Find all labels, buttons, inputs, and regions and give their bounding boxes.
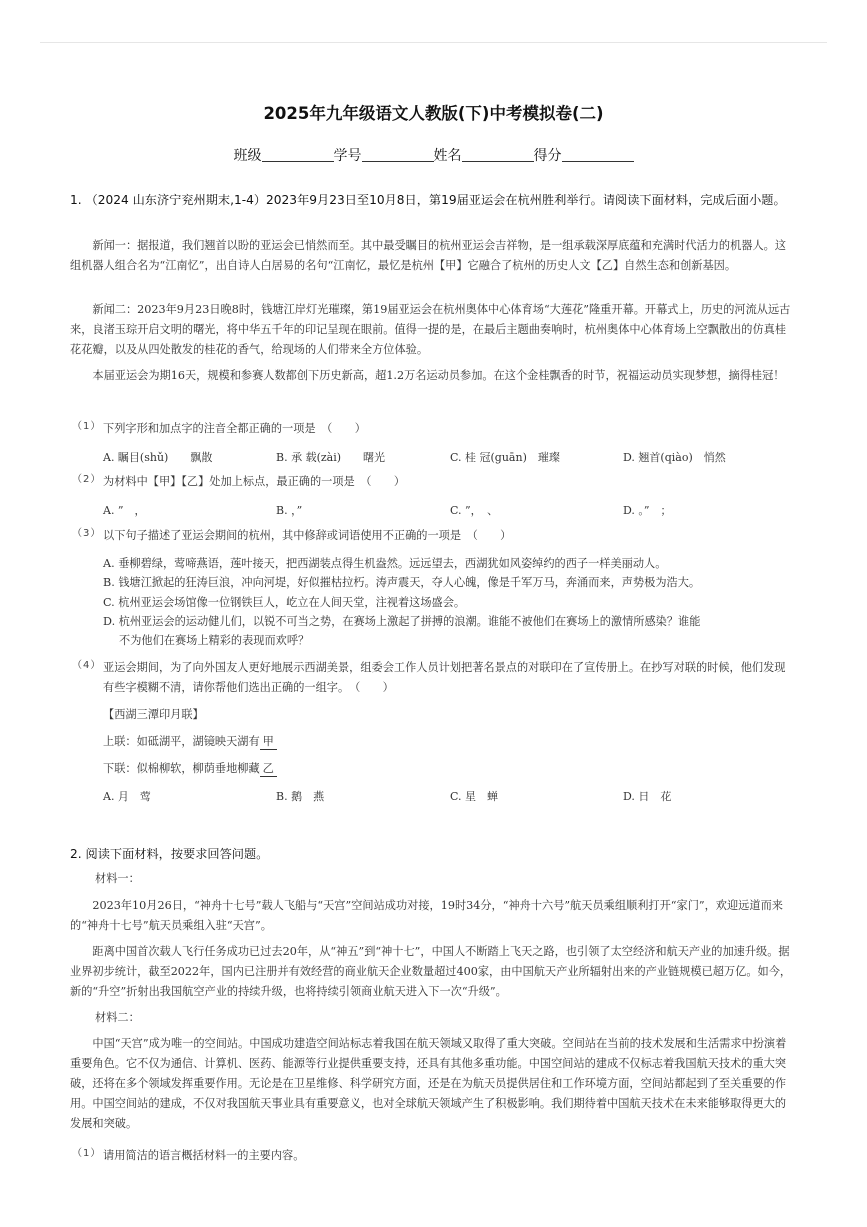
q1-sub3-option-b[interactable]: B. 钱塘江掀起的狂涛巨浪，冲向河堤，好似摧枯拉朽。涛声震天，夺人心魄，像是千军万马，奔涌而来，声势极为浩大。 — [103, 576, 701, 589]
q1-sub2-option-a[interactable]: A. ” ， — [103, 504, 146, 517]
score-blank[interactable] — [562, 147, 634, 162]
question-1-header: 1. （2024 山东济宁兖州期末,1-4）2023年9月23日至10月8日，第19届亚运会在杭州胜利举行。请阅读下面材料，完成后面小题。 — [70, 193, 786, 207]
sub-question-4-number: （4） — [72, 660, 102, 671]
news-2-paragraph: 新闻二：2023年9月23日晚8时，钱塘江岸灯光璀璨，第19届亚运会在杭州奥体中心体育场“大莲花”隆重开幕。开幕式上，历史的河流从远古来，良渚玉琮开启文明的曙光，将中华五千年的印记呈现在眼前。值得一提的是，在最后主题曲奏响时，杭州奥体中心体育场上空飘散出的仿真桂花花瓣，以及从四处散发的桂花的香气，给现场的人们带来全方位体验。 — [70, 303, 791, 356]
sub-question-2-number: （2） — [72, 474, 102, 485]
q1-sub4-option-a[interactable]: A. 月 莺 — [103, 790, 151, 803]
couplet-lower-blank: 乙 — [260, 762, 277, 777]
closing-paragraph: 本届亚运会为期16天，规模和参赛人数都创下历史新高，超1.2万名运动员参加。在这个金桂飘香的时节，祝福运动员实现梦想，摘得桂冠！ — [92, 369, 785, 382]
page-title: 2025年九年级语文人教版(下)中考模拟卷(二) — [263, 104, 604, 123]
q1-sub4-option-b[interactable]: B. 鹅 燕 — [276, 790, 325, 803]
q2-sub-question-1-stem: 请用简洁的语言概括材料一的主要内容。 — [103, 1149, 305, 1162]
name-label: 姓名 — [433, 148, 462, 164]
q1-sub2-option-c[interactable]: C. ”， 、 — [450, 504, 499, 517]
number-label: 学号 — [333, 148, 362, 164]
number-blank[interactable] — [362, 147, 434, 162]
couplet-upper-text: 上联：如砥湖平，湖镜映天湖有 — [103, 735, 260, 748]
class-blank[interactable] — [262, 147, 334, 162]
q1-sub2-option-d[interactable]: D. 。” ； — [623, 504, 672, 517]
q1-sub1-option-a[interactable]: A. 瞩目(shǔ) 飘散 — [103, 451, 213, 464]
material-2-paragraph: 中国“天宫”成为唯一的空间站。中国成功建造空间站标志着我国在航天领域又取得了重大突破。空间站在当前的技术发展和生活需求中扮演着重要角色。它不仅为通信、计算机、医药、能源等行业提供重要支持，还具有其他多重功能。中国空间站的建成不仅标志着我国航天技术的重大突破，还将在多个领域发挥重要作用。无论是在卫星维修、科学研究方面，还是在为航天员提供居住和工作环境方面，空间站都起到了至关重要的作用。中国空间站的建成，不仅对我国航天事业具有重要意义，也对全球航天领域产生了积极影响。我们期待着中国航天技术在未来能够取得更大的发展和突破。 — [70, 1037, 787, 1130]
q1-sub4-option-d[interactable]: D. 日 花 — [623, 790, 672, 803]
q1-sub4-option-c[interactable]: C. 星 蝉 — [450, 790, 499, 803]
couplet-upper-blank: 甲 — [260, 735, 277, 750]
sub-question-4-stem: 亚运会期间，为了向外国友人更好地展示西湖美景，组委会工作人员计划把著名景点的对联印在了宣传册上。在抄写对联的时候，他们发现有些字模糊不清，请你帮他们选出正确的一组字。 （ ） — [103, 661, 786, 694]
q1-sub1-option-b[interactable]: B. 承 载(zài) 曙光 — [276, 451, 386, 464]
material-2-label: 材料二： — [95, 1011, 140, 1024]
q1-sub3-option-c[interactable]: C. 杭州亚运会场馆像一位钢铁巨人，屹立在人间天堂，注视着这场盛会。 — [103, 596, 466, 609]
q1-sub2-option-b[interactable]: B. ，” — [276, 504, 303, 517]
q1-sub3-option-d[interactable]: D. 杭州亚运会的运动健儿们，以锐不可当之势，在赛场上激起了拼搏的浪潮。谁能不被他们在赛场上的激情所感染？谁能 — [103, 615, 701, 628]
couplet-upper-line — [103, 733, 277, 750]
sub-question-1-number: （1） — [72, 421, 102, 432]
question-2-header: 2. 阅读下面材料，按要求回答问题。 — [70, 847, 269, 861]
sub-question-3-number: （3） — [72, 528, 102, 539]
couplet-lower-line — [103, 760, 277, 777]
q1-sub1-option-d[interactable]: D. 翘首(qiào) 悄然 — [623, 451, 726, 464]
sub-question-2-stem: 为材料中【甲】【乙】处加上标点，最正确的一项是 （ ） — [103, 475, 406, 488]
class-label: 班级 — [233, 148, 262, 164]
couplet-title: 【西湖三潭印月联】 — [103, 708, 204, 721]
top-divider — [40, 42, 827, 43]
material-1-label: 材料一： — [95, 872, 140, 885]
sub-question-3-stem: 以下句子描述了亚运会期间的杭州，其中修辞或词语使用不正确的一项是 （ ） — [103, 529, 512, 542]
score-label: 得分 — [533, 148, 562, 164]
sub-question-1-stem: 下列字形和加点字的注音全都正确的一项是 （ ） — [103, 422, 366, 435]
news-1-paragraph: 新闻一：据报道，我们翘首以盼的亚运会已悄然而至。其中最受瞩目的杭州亚运会吉祥物，是一组承载深厚底蕴和充满时代活力的机器人。这组机器人组合名为“江南忆”，出自诗人白居易的名句“江南忆，最忆是杭州【甲】它融合了杭州的历史人文【乙】自然生态和创新基因。 — [70, 239, 787, 272]
material-1-paragraph-2: 距离中国首次载人飞行任务成功已过去20年，从“神五”到“神十七”，中国人不断踏上飞天之路，也引领了太空经济和航天产业的加速升级。据业界初步统计，截至2022年，国内已注册并有效经营的商业航天企业数量超过400家，由中国航天产业所辐射出来的产业链规模已超万亿。如今，新的“升空”折射出我国航空产业的持续升级，也将持续引领商业航天进入下一次“升级”。 — [70, 945, 792, 998]
student-info-line — [0, 145, 867, 165]
q1-sub1-option-c[interactable]: C. 桂 冠(guān) 璀璨 — [450, 451, 560, 464]
q1-sub3-option-d-continued: 不为他们在赛场上精彩的表现而欢呼？ — [119, 634, 310, 647]
couplet-lower-text: 下联：似棉柳软，柳荫垂地柳藏 — [103, 762, 260, 775]
material-1-paragraph-1: 2023年10月26日，“神舟十七号”载人飞船与“天宫”空间站成功对接，19时34分，“神舟十六号”航天员乘组顺利打开“家门”，欢迎远道而来的“神舟十七号”航天员乘组入驻“天宫”。 — [70, 899, 783, 932]
q2-sub-question-1-number: （1） — [72, 1148, 102, 1159]
q1-sub3-option-a[interactable]: A. 垂柳碧绿，莺啼燕语，莲叶接天，把西湖装点得生机盎然。远远望去，西湖犹如风姿绰约的西子一样美丽动人。 — [103, 557, 667, 570]
name-blank[interactable] — [462, 147, 534, 162]
